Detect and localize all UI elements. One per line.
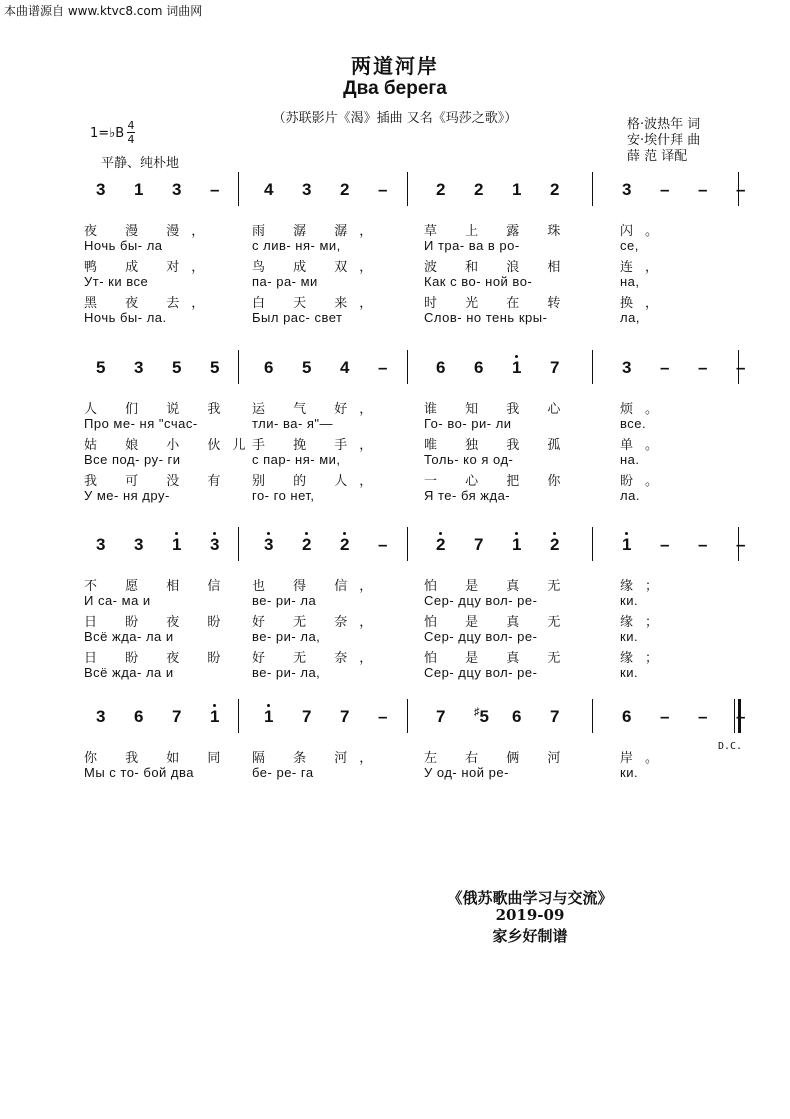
note-digit: 3 bbox=[134, 535, 144, 554]
lyric-fragment: 一 心 把 你 bbox=[424, 474, 573, 489]
note bbox=[698, 535, 707, 555]
note-digit: 2 bbox=[436, 535, 446, 554]
lyric-fragment: 鸟 成 双， bbox=[252, 260, 385, 275]
note-digit: 4 bbox=[340, 358, 350, 377]
bar-line bbox=[592, 350, 593, 384]
note-digit: 6 bbox=[134, 707, 144, 726]
lyric-fragment: 人 们 说 我 bbox=[84, 402, 233, 417]
note bbox=[302, 180, 311, 200]
note-digit: – bbox=[378, 358, 388, 377]
note bbox=[698, 358, 707, 378]
lyric-fragment: 连， bbox=[620, 260, 671, 275]
lyric-fragment: ла. bbox=[620, 488, 640, 503]
title-russian: Два берега bbox=[343, 78, 447, 99]
note-digit: 3 bbox=[264, 535, 274, 554]
note-digit: 6 bbox=[474, 358, 484, 377]
note-digit: – bbox=[660, 535, 670, 554]
note-digit: 2 bbox=[340, 180, 350, 199]
lyric-fragment: 鸭 成 对， bbox=[84, 260, 217, 275]
note bbox=[550, 358, 559, 378]
note bbox=[210, 180, 219, 200]
lyric-fragment: 烦。 bbox=[620, 402, 671, 417]
note-digit: – bbox=[736, 180, 746, 199]
note bbox=[660, 180, 669, 200]
lyric-fragment: У од- ной ре- bbox=[424, 765, 509, 780]
note bbox=[622, 358, 631, 378]
note-digit: – bbox=[698, 707, 708, 726]
note-digit: 6 bbox=[436, 358, 446, 377]
lyric-fragment: 怕 是 真 无 bbox=[424, 615, 573, 630]
lyric-fragment: ве- ри- ла bbox=[252, 593, 317, 608]
note bbox=[698, 180, 707, 200]
lyric-fragment: 夜 漫 漫， bbox=[84, 224, 217, 239]
lyric-fragment: 怕 是 真 无 bbox=[424, 651, 573, 666]
note-digit: 3 bbox=[172, 180, 182, 199]
lyric-fragment: 盼。 bbox=[620, 474, 671, 489]
lyric-fragment: ла, bbox=[620, 310, 640, 325]
note bbox=[172, 535, 181, 555]
note bbox=[736, 535, 745, 555]
lyric-fragment: с пар- ня- ми, bbox=[252, 452, 341, 467]
note-digit: 5 bbox=[479, 707, 489, 726]
lyric-fragment: 谁 知 我 心 bbox=[424, 402, 573, 417]
key-signature: 1=♭B bbox=[90, 126, 125, 141]
note bbox=[660, 535, 669, 555]
note-digit: 6 bbox=[622, 707, 632, 726]
note bbox=[340, 707, 349, 727]
note bbox=[172, 180, 181, 200]
lyric-fragment: ки. bbox=[620, 665, 639, 680]
note-digit: 5 bbox=[302, 358, 312, 377]
note bbox=[210, 535, 219, 555]
credit-lyricist: 格·波热年 词 bbox=[627, 117, 701, 132]
lyric-fragment: 运 气 好， bbox=[252, 402, 385, 417]
bar-line bbox=[592, 699, 593, 733]
lyric-fragment: 好 无 奈， bbox=[252, 651, 385, 666]
bar-line bbox=[592, 172, 593, 206]
note bbox=[512, 707, 521, 727]
note-digit: – bbox=[736, 535, 746, 554]
lyric-fragment: Сер- дцу вол- ре- bbox=[424, 593, 538, 608]
note-digit: 7 bbox=[436, 707, 446, 726]
note bbox=[264, 535, 273, 555]
lyric-fragment: 隔 条 河， bbox=[252, 751, 385, 766]
note bbox=[210, 358, 219, 378]
note-digit: 2 bbox=[550, 535, 560, 554]
note bbox=[302, 358, 311, 378]
note-digit: – bbox=[698, 358, 708, 377]
note-digit: – bbox=[378, 535, 388, 554]
note-digit: – bbox=[660, 358, 670, 377]
note-digit: – bbox=[210, 180, 220, 199]
note bbox=[474, 707, 489, 727]
lyric-fragment: 也 得 信， bbox=[252, 579, 385, 594]
lyric-fragment: 手 挽 手， bbox=[252, 438, 385, 453]
note bbox=[474, 180, 483, 200]
note bbox=[550, 707, 559, 727]
subtitle: （苏联影片《渴》插曲 又名《玛莎之歌》） bbox=[272, 111, 518, 126]
lyric-fragment: 别 的 人， bbox=[252, 474, 385, 489]
note-digit: 7 bbox=[302, 707, 312, 726]
note bbox=[134, 358, 143, 378]
note bbox=[736, 180, 745, 200]
note bbox=[436, 707, 445, 727]
time-signature bbox=[127, 119, 135, 146]
note bbox=[474, 535, 483, 555]
footer-source: 《俄苏歌曲学习与交流》 bbox=[447, 889, 613, 907]
lyric-fragment: тли- ва- я"— bbox=[252, 416, 334, 431]
note bbox=[550, 535, 559, 555]
lyric-fragment: 时 光 在 转 bbox=[424, 296, 573, 311]
note-digit: 4 bbox=[264, 180, 274, 199]
lyric-fragment: Слов- но тень кры- bbox=[424, 310, 548, 325]
note bbox=[436, 535, 445, 555]
lyric-fragment: Ночь бы- ла. bbox=[84, 310, 167, 325]
lyric-fragment: И са- ма и bbox=[84, 593, 151, 608]
note bbox=[622, 535, 631, 555]
note bbox=[622, 707, 631, 727]
lyric-fragment: Всё жда- ла и bbox=[84, 629, 174, 644]
note bbox=[134, 535, 143, 555]
note-digit: – bbox=[698, 535, 708, 554]
note bbox=[172, 358, 181, 378]
note bbox=[96, 180, 105, 200]
note-digit: 6 bbox=[512, 707, 522, 726]
lyric-fragment: на. bbox=[620, 452, 640, 467]
lyric-fragment: 左 右 俩 河 bbox=[424, 751, 573, 766]
lyric-fragment: Ночь бы- ла bbox=[84, 238, 163, 253]
lyric-fragment: на, bbox=[620, 274, 640, 289]
lyric-fragment: бе- ре- га bbox=[252, 765, 314, 780]
note-digit: 2 bbox=[302, 535, 312, 554]
note-digit: 2 bbox=[436, 180, 446, 199]
lyric-fragment: Го- во- ри- ли bbox=[424, 416, 512, 431]
lyric-fragment: Про ме- ня "счас- bbox=[84, 416, 198, 431]
lyric-fragment: 闪。 bbox=[620, 224, 671, 239]
lyric-fragment: Всё жда- ла и bbox=[84, 665, 174, 680]
lyric-fragment: Я те- бя жда- bbox=[424, 488, 511, 503]
note-digit: 3 bbox=[302, 180, 312, 199]
note-digit: 5 bbox=[172, 358, 182, 377]
note-digit: 3 bbox=[622, 180, 632, 199]
note bbox=[340, 180, 349, 200]
lyric-fragment: Был рас- свет bbox=[252, 310, 343, 325]
note bbox=[340, 358, 349, 378]
note-digit: 1 bbox=[172, 535, 182, 554]
lyric-fragment: 不 愿 相 信 bbox=[84, 579, 233, 594]
note bbox=[512, 535, 521, 555]
note-digit: 7 bbox=[550, 707, 560, 726]
note bbox=[436, 358, 445, 378]
note-digit: 7 bbox=[474, 535, 484, 554]
lyric-fragment: Ут- ки все bbox=[84, 274, 149, 289]
lyric-fragment: па- ра- ми bbox=[252, 274, 318, 289]
lyric-fragment: Как с во- ной во- bbox=[424, 274, 533, 289]
note-digit: 1 bbox=[210, 707, 220, 726]
lyric-fragment: 姑 娘 小 伙儿 bbox=[84, 438, 258, 453]
note bbox=[512, 358, 521, 378]
time-sig-top: 4 bbox=[127, 119, 135, 132]
note bbox=[134, 707, 143, 727]
note-digit: 1 bbox=[512, 180, 522, 199]
note-digit: 7 bbox=[340, 707, 350, 726]
note bbox=[264, 180, 273, 200]
title-chinese: 两道河岸 bbox=[351, 54, 439, 78]
note bbox=[660, 707, 669, 727]
credits bbox=[627, 117, 700, 165]
bar-line bbox=[407, 527, 408, 561]
note bbox=[302, 707, 311, 727]
lyric-fragment: 岸。 bbox=[620, 751, 671, 766]
note-digit: – bbox=[736, 358, 746, 377]
bar-line bbox=[238, 172, 239, 206]
lyric-fragment: 缘； bbox=[620, 579, 671, 594]
note-digit: – bbox=[378, 707, 388, 726]
lyric-fragment: 你 我 如 同 bbox=[84, 751, 233, 766]
lyric-fragment: се, bbox=[620, 238, 639, 253]
lyric-fragment: все. bbox=[620, 416, 647, 431]
bar-line bbox=[407, 350, 408, 384]
note-digit: 1 bbox=[512, 358, 522, 377]
bar-line bbox=[238, 350, 239, 384]
lyric-fragment: Мы с то- бой два bbox=[84, 765, 195, 780]
note bbox=[172, 707, 181, 727]
note-digit: 2 bbox=[474, 180, 484, 199]
note-digit: – bbox=[736, 707, 746, 726]
note-digit: 1 bbox=[134, 180, 144, 199]
lyric-fragment: Сер- дцу вол- ре- bbox=[424, 665, 538, 680]
lyric-fragment: 波 和 浪 相 bbox=[424, 260, 573, 275]
time-sig-bottom: 4 bbox=[127, 133, 135, 146]
note bbox=[210, 707, 219, 727]
lyric-fragment: 黑 夜 去， bbox=[84, 296, 217, 311]
credit-composer: 安·埃什拜 曲 bbox=[627, 133, 701, 148]
note bbox=[264, 707, 273, 727]
note-digit: – bbox=[660, 707, 670, 726]
note-digit: 6 bbox=[264, 358, 274, 377]
note bbox=[96, 358, 105, 378]
credit-translator: 薛 范 译配 bbox=[627, 149, 688, 164]
note bbox=[378, 358, 387, 378]
lyric-fragment: ве- ри- ла, bbox=[252, 629, 321, 644]
note bbox=[96, 707, 105, 727]
note bbox=[736, 707, 745, 727]
note-digit: 3 bbox=[210, 535, 220, 554]
lyric-fragment: Толь- ко я од- bbox=[424, 452, 514, 467]
bar-line bbox=[407, 172, 408, 206]
note bbox=[512, 180, 521, 200]
note-digit: 1 bbox=[264, 707, 274, 726]
lyric-fragment: 我 可 没 有 bbox=[84, 474, 233, 489]
lyric-fragment: 日 盼 夜 盼 bbox=[84, 615, 233, 630]
note-digit: 3 bbox=[134, 358, 144, 377]
note-digit: 3 bbox=[96, 180, 106, 199]
footer-maker: 家乡好制谱 bbox=[492, 927, 568, 945]
note-digit: 3 bbox=[96, 707, 106, 726]
lyric-fragment: ве- ри- ла, bbox=[252, 665, 321, 680]
lyric-fragment: И тра- ва в ро- bbox=[424, 238, 520, 253]
lyric-fragment: 换， bbox=[620, 296, 671, 311]
note-digit: 1 bbox=[622, 535, 632, 554]
lyric-fragment: с лив- ня- ми, bbox=[252, 238, 341, 253]
lyric-fragment: Все под- ру- ги bbox=[84, 452, 181, 467]
lyric-fragment: 缘； bbox=[620, 651, 671, 666]
note-digit: 2 bbox=[550, 180, 560, 199]
note bbox=[264, 358, 273, 378]
lyric-fragment: 草 上 露 珠 bbox=[424, 224, 573, 239]
final-bar-thin bbox=[734, 699, 735, 733]
note bbox=[302, 535, 311, 555]
note bbox=[96, 535, 105, 555]
lyric-fragment: 白 天 来， bbox=[252, 296, 385, 311]
bar-line bbox=[592, 527, 593, 561]
sharp-accidental: ♯ bbox=[474, 706, 480, 718]
lyric-fragment: 单。 bbox=[620, 438, 671, 453]
note-digit: 3 bbox=[96, 535, 106, 554]
note bbox=[378, 707, 387, 727]
footer-date: 2019-09 bbox=[495, 906, 565, 924]
note bbox=[378, 180, 387, 200]
note bbox=[660, 358, 669, 378]
note bbox=[736, 358, 745, 378]
lyric-fragment: 日 盼 夜 盼 bbox=[84, 651, 233, 666]
watermark: 本曲谱源自 www.ktvc8.com 词曲网 bbox=[4, 4, 203, 18]
lyric-fragment: 怕 是 真 无 bbox=[424, 579, 573, 594]
note-digit: 3 bbox=[622, 358, 632, 377]
lyric-fragment: ки. bbox=[620, 629, 639, 644]
note bbox=[550, 180, 559, 200]
bar-line bbox=[407, 699, 408, 733]
bar-line bbox=[238, 699, 239, 733]
lyric-fragment: 雨 潺 潺， bbox=[252, 224, 385, 239]
note-digit: 5 bbox=[210, 358, 220, 377]
note bbox=[134, 180, 143, 200]
lyric-fragment: У ме- ня дру- bbox=[84, 488, 170, 503]
da-capo-mark: D.C. bbox=[718, 741, 743, 752]
note-digit: 5 bbox=[96, 358, 106, 377]
lyric-fragment: 缘； bbox=[620, 615, 671, 630]
note bbox=[474, 358, 483, 378]
note-digit: – bbox=[698, 180, 708, 199]
lyric-fragment: ки. bbox=[620, 765, 639, 780]
note-digit: 7 bbox=[172, 707, 182, 726]
note-digit: 7 bbox=[550, 358, 560, 377]
note bbox=[436, 180, 445, 200]
note bbox=[378, 535, 387, 555]
note bbox=[340, 535, 349, 555]
note-digit: – bbox=[378, 180, 388, 199]
note-digit: 2 bbox=[340, 535, 350, 554]
bar-line bbox=[238, 527, 239, 561]
lyric-fragment: ки. bbox=[620, 593, 639, 608]
lyric-fragment: 好 无 奈， bbox=[252, 615, 385, 630]
note bbox=[698, 707, 707, 727]
lyric-fragment: 唯 独 我 孤 bbox=[424, 438, 573, 453]
note-digit: 1 bbox=[512, 535, 522, 554]
note bbox=[622, 180, 631, 200]
tempo-marking: 平静、纯朴地 bbox=[101, 156, 180, 171]
note-digit: – bbox=[660, 180, 670, 199]
lyric-fragment: го- го нет, bbox=[252, 488, 315, 503]
lyric-fragment: Сер- дцу вол- ре- bbox=[424, 629, 538, 644]
